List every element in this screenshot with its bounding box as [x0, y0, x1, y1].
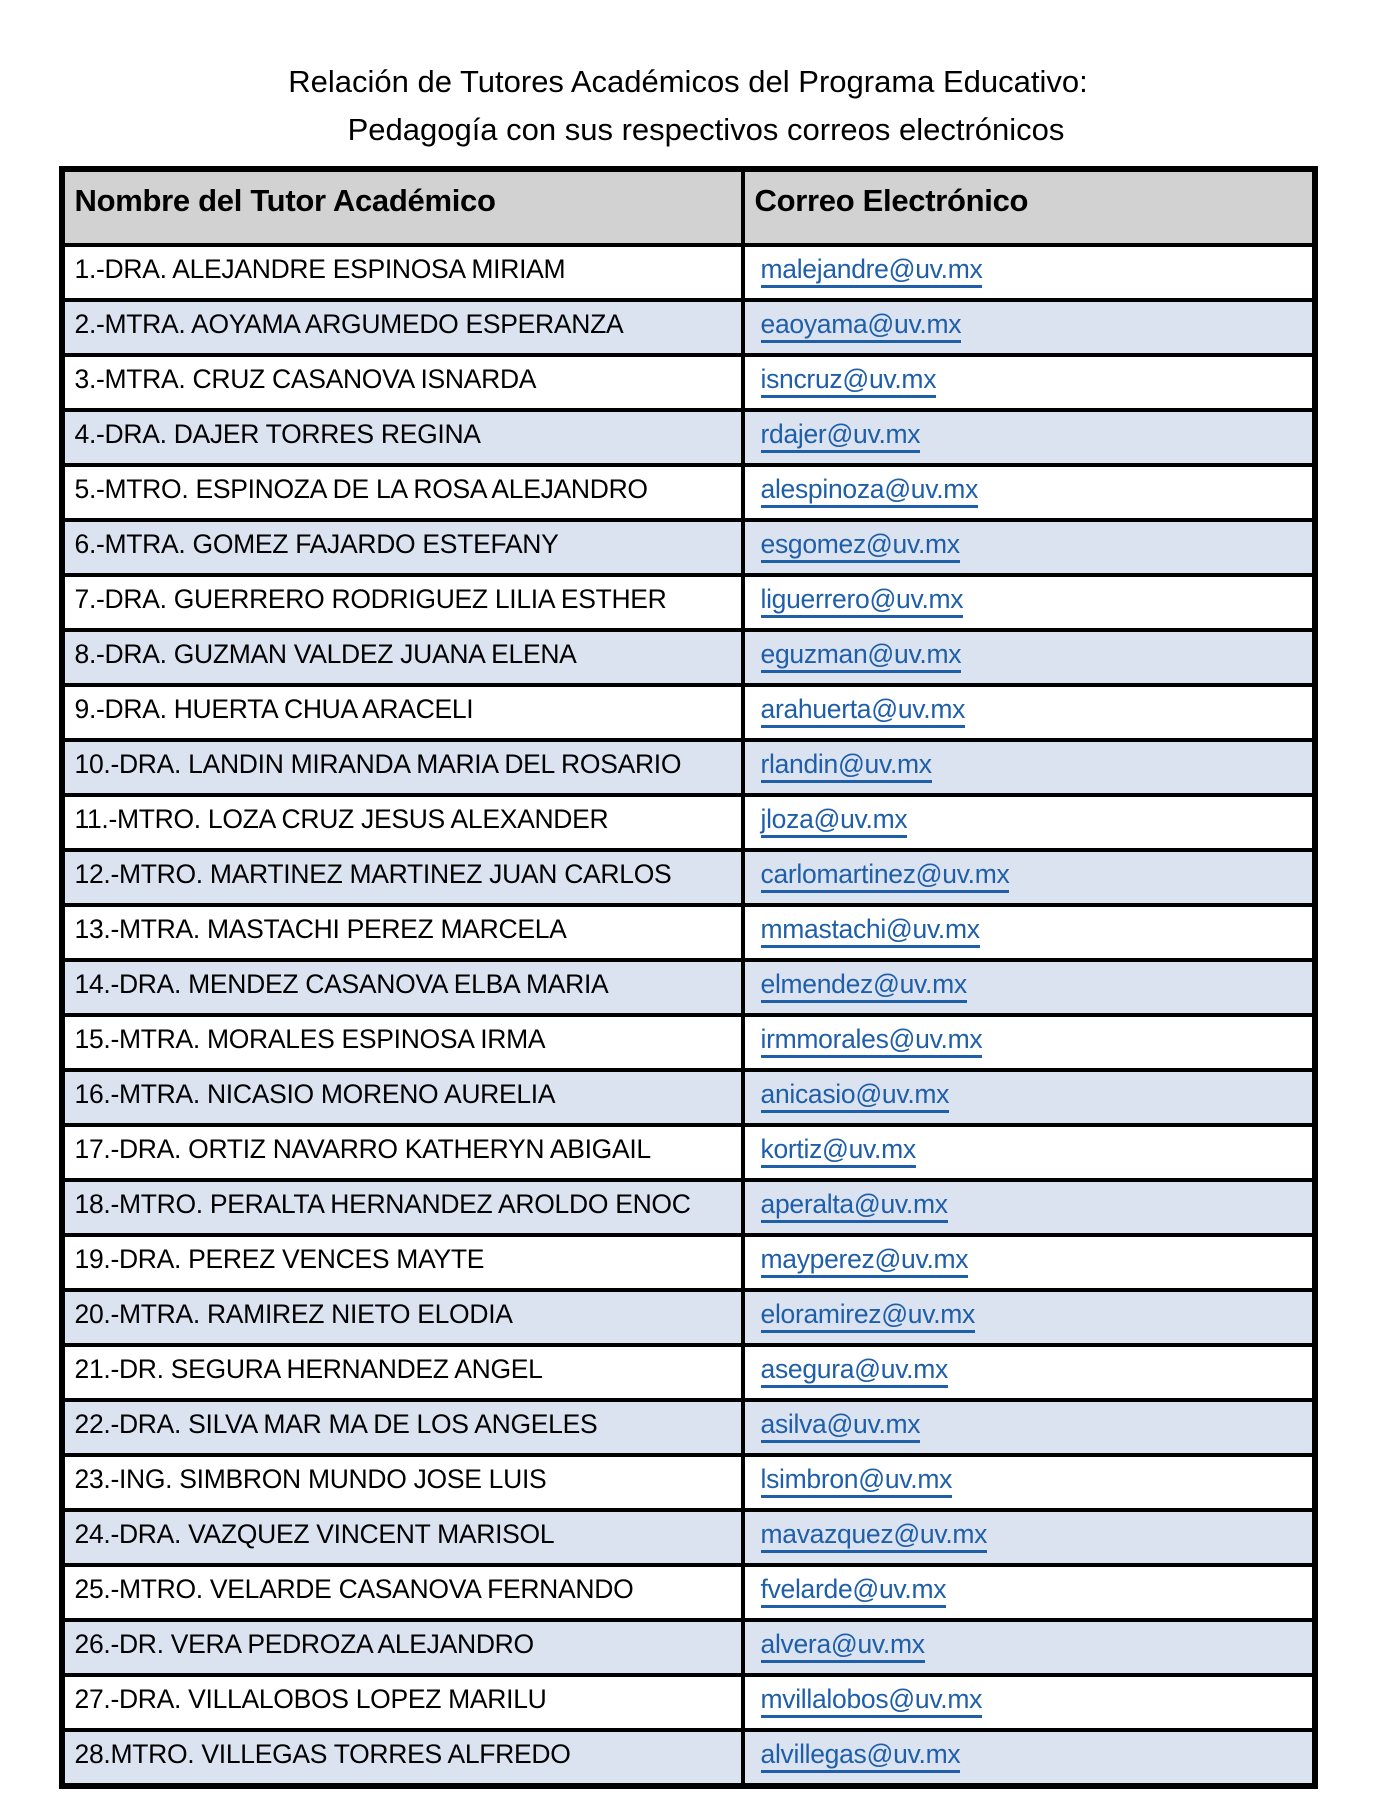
email-cell — [743, 1235, 1315, 1290]
table-row — [62, 355, 1315, 410]
email-cell — [743, 575, 1315, 630]
table-row — [62, 795, 1315, 850]
tutor-name: 5.-MTRO. ESPINOZA DE LA ROSA ALEJANDRO — [62, 465, 743, 520]
table-row — [62, 410, 1315, 465]
email-cell — [743, 1675, 1315, 1730]
table-row — [62, 1235, 1315, 1290]
tutor-name: 18.-MTRO. PERALTA HERNANDEZ AROLDO ENOC — [62, 1180, 743, 1235]
table-row — [62, 1565, 1315, 1620]
table-row — [62, 1455, 1315, 1510]
email-cell — [743, 1510, 1315, 1565]
email-link[interactable]: eaoyama@uv.mx — [761, 309, 962, 343]
email-cell — [743, 355, 1315, 410]
table-row — [62, 1070, 1315, 1125]
email-cell — [743, 1345, 1315, 1400]
tutor-name: 22.-DRA. SILVA MAR MA DE LOS ANGELES — [62, 1400, 743, 1455]
tutor-name: 15.-MTRA. MORALES ESPINOSA IRMA — [62, 1015, 743, 1070]
email-cell — [743, 300, 1315, 355]
header-tutor-name: Nombre del Tutor Académico — [62, 169, 743, 245]
tutor-name: 24.-DRA. VAZQUEZ VINCENT MARISOL — [62, 1510, 743, 1565]
email-link[interactable]: aperalta@uv.mx — [761, 1189, 948, 1223]
table-row — [62, 740, 1315, 795]
table-row — [62, 630, 1315, 685]
header-row — [62, 169, 1315, 245]
tutor-name: 26.-DR. VERA PEDROZA ALEJANDRO — [62, 1620, 743, 1675]
email-cell — [743, 1730, 1315, 1786]
table-row — [62, 1290, 1315, 1345]
email-cell — [743, 1180, 1315, 1235]
table-row — [62, 1730, 1315, 1786]
tutor-name: 27.-DRA. VILLALOBOS LOPEZ MARILU — [62, 1675, 743, 1730]
email-link[interactable]: kortiz@uv.mx — [761, 1134, 916, 1168]
email-link[interactable]: carlomartinez@uv.mx — [761, 859, 1010, 893]
table-row — [62, 1400, 1315, 1455]
tutor-name: 21.-DR. SEGURA HERNANDEZ ANGEL — [62, 1345, 743, 1400]
email-link[interactable]: liguerrero@uv.mx — [761, 584, 964, 618]
email-link[interactable]: esgomez@uv.mx — [761, 529, 960, 563]
email-link[interactable]: arahuerta@uv.mx — [761, 694, 966, 728]
header-email: Correo Electrónico — [743, 169, 1315, 245]
email-link[interactable]: asegura@uv.mx — [761, 1354, 948, 1388]
table-row — [62, 685, 1315, 740]
document-title — [0, 0, 1376, 154]
title-line-1: Relación de Tutores Académicos del Programa Educativo: — [288, 64, 1088, 99]
tutor-table-header — [62, 169, 1315, 245]
table-row — [62, 960, 1315, 1015]
email-link[interactable]: mvillalobos@uv.mx — [761, 1684, 983, 1718]
email-cell — [743, 960, 1315, 1015]
email-link[interactable]: elmendez@uv.mx — [761, 969, 967, 1003]
tutor-name: 13.-MTRA. MASTACHI PEREZ MARCELA — [62, 905, 743, 960]
email-cell — [743, 630, 1315, 685]
email-cell — [743, 1400, 1315, 1455]
table-row — [62, 850, 1315, 905]
email-link[interactable]: lsimbron@uv.mx — [761, 1464, 953, 1498]
table-row — [62, 905, 1315, 960]
tutor-name: 8.-DRA. GUZMAN VALDEZ JUANA ELENA — [62, 630, 743, 685]
email-link[interactable]: mayperez@uv.mx — [761, 1244, 969, 1278]
tutor-name: 23.-ING. SIMBRON MUNDO JOSE LUIS — [62, 1455, 743, 1510]
tutor-name: 16.-MTRA. NICASIO MORENO AURELIA — [62, 1070, 743, 1125]
email-link[interactable]: irmmorales@uv.mx — [761, 1024, 983, 1058]
tutor-name: 1.-DRA. ALEJANDRE ESPINOSA MIRIAM — [62, 245, 743, 300]
email-cell — [743, 465, 1315, 520]
tutor-table-body — [62, 245, 1315, 1786]
email-link[interactable]: alvillegas@uv.mx — [761, 1739, 961, 1773]
email-cell — [743, 410, 1315, 465]
email-link[interactable]: rlandin@uv.mx — [761, 749, 932, 783]
table-row — [62, 1345, 1315, 1400]
tutor-name: 6.-MTRA. GOMEZ FAJARDO ESTEFANY — [62, 520, 743, 575]
table-row — [62, 300, 1315, 355]
table-row — [62, 465, 1315, 520]
table-row — [62, 575, 1315, 630]
table-row — [62, 1510, 1315, 1565]
email-cell — [743, 245, 1315, 300]
email-link[interactable]: malejandre@uv.mx — [761, 254, 983, 288]
email-link[interactable]: asilva@uv.mx — [761, 1409, 921, 1443]
tutor-name: 17.-DRA. ORTIZ NAVARRO KATHERYN ABIGAIL — [62, 1125, 743, 1180]
tutor-name: 28.MTRO. VILLEGAS TORRES ALFREDO — [62, 1730, 743, 1786]
tutor-name: 20.-MTRA. RAMIREZ NIETO ELODIA — [62, 1290, 743, 1345]
tutor-name: 7.-DRA. GUERRERO RODRIGUEZ LILIA ESTHER — [62, 575, 743, 630]
email-link[interactable]: anicasio@uv.mx — [761, 1079, 950, 1113]
email-link[interactable]: jloza@uv.mx — [761, 804, 908, 838]
email-cell — [743, 1290, 1315, 1345]
email-cell — [743, 1620, 1315, 1675]
table-row — [62, 1620, 1315, 1675]
email-cell — [743, 1015, 1315, 1070]
email-link[interactable]: eloramirez@uv.mx — [761, 1299, 976, 1333]
email-cell — [743, 795, 1315, 850]
email-cell — [743, 1070, 1315, 1125]
email-cell — [743, 1125, 1315, 1180]
table-row — [62, 1180, 1315, 1235]
email-link[interactable]: eguzman@uv.mx — [761, 639, 962, 673]
email-link[interactable]: isncruz@uv.mx — [761, 364, 937, 398]
tutor-name: 11.-MTRO. LOZA CRUZ JESUS ALEXANDER — [62, 795, 743, 850]
table-row — [62, 520, 1315, 575]
tutor-name: 12.-MTRO. MARTINEZ MARTINEZ JUAN CARLOS — [62, 850, 743, 905]
tutor-name: 10.-DRA. LANDIN MIRANDA MARIA DEL ROSARIO — [62, 740, 743, 795]
email-link[interactable]: mavazquez@uv.mx — [761, 1519, 988, 1553]
tutor-name: 25.-MTRO. VELARDE CASANOVA FERNANDO — [62, 1565, 743, 1620]
tutor-table — [59, 166, 1318, 1789]
email-cell — [743, 685, 1315, 740]
tutor-name: 4.-DRA. DAJER TORRES REGINA — [62, 410, 743, 465]
table-row — [62, 1675, 1315, 1730]
email-link[interactable]: fvelarde@uv.mx — [761, 1574, 947, 1608]
email-cell — [743, 1455, 1315, 1510]
table-row — [62, 1125, 1315, 1180]
email-cell — [743, 905, 1315, 960]
tutor-name: 19.-DRA. PEREZ VENCES MAYTE — [62, 1235, 743, 1290]
tutor-name: 2.-MTRA. AOYAMA ARGUMEDO ESPERANZA — [62, 300, 743, 355]
email-cell — [743, 1565, 1315, 1620]
tutor-name: 14.-DRA. MENDEZ CASANOVA ELBA MARIA — [62, 960, 743, 1015]
email-link[interactable]: alvera@uv.mx — [761, 1629, 925, 1663]
email-link[interactable]: rdajer@uv.mx — [761, 419, 921, 453]
tutor-name: 9.-DRA. HUERTA CHUA ARACELI — [62, 685, 743, 740]
title-line-2: Pedagogía con sus respectivos correos electrónicos — [347, 112, 1065, 147]
email-cell — [743, 740, 1315, 795]
email-cell — [743, 520, 1315, 575]
email-cell — [743, 850, 1315, 905]
table-row — [62, 245, 1315, 300]
tutor-name: 3.-MTRA. CRUZ CASANOVA ISNARDA — [62, 355, 743, 410]
email-link[interactable]: alespinoza@uv.mx — [761, 474, 979, 508]
email-link[interactable]: mmastachi@uv.mx — [761, 914, 980, 948]
table-row — [62, 1015, 1315, 1070]
